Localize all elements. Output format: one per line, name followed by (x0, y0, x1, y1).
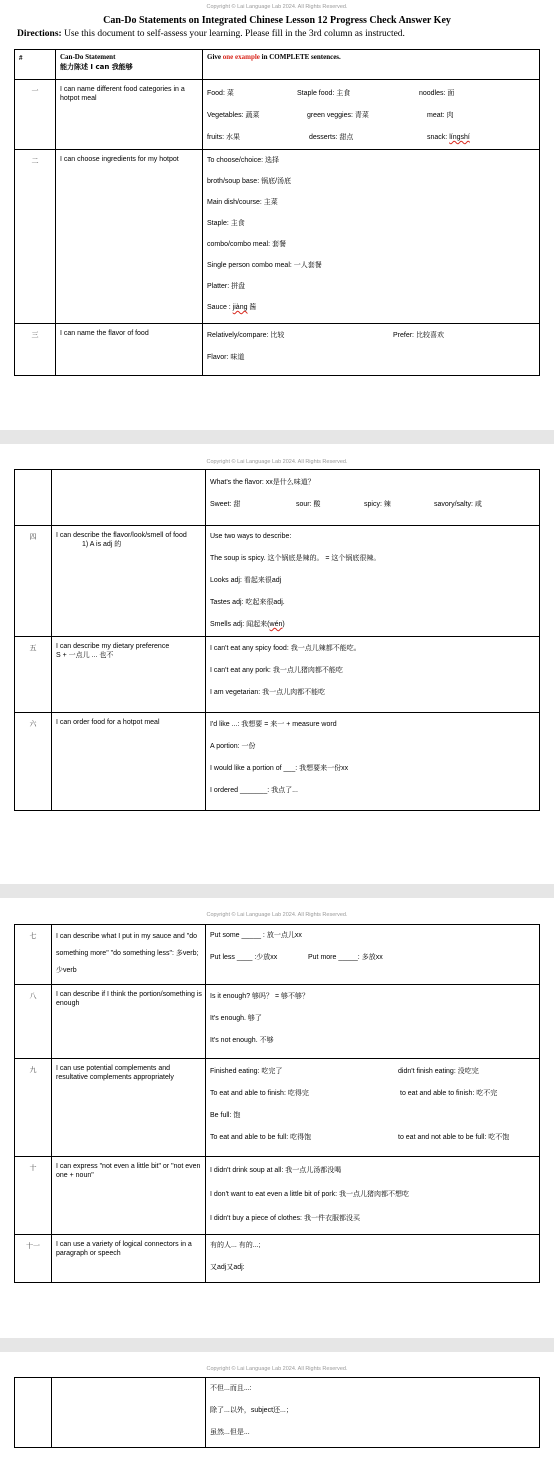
answer-text: 不但...而且...: (210, 1385, 252, 1392)
can-do-statement: I can express "not even a little bit" or "not even one + noun" (52, 1157, 206, 1235)
directions-label: Directions: (17, 29, 62, 39)
table-row (15, 1378, 540, 1448)
page-gap (0, 1338, 554, 1352)
table-row (15, 1157, 540, 1235)
answer-text: Staple: 主食 (207, 220, 245, 227)
row-number: 二 (15, 150, 56, 324)
answer-cell (206, 1235, 540, 1283)
answer-text: Relatively/compare: 比较 (207, 332, 285, 339)
answer-text: It's not enough. 不够 (210, 1037, 274, 1044)
answer-cell (206, 526, 540, 637)
answer-text: to eat and able to finish: 吃不完 (400, 1090, 498, 1097)
can-do-table-page-3 (14, 924, 540, 1283)
directions (17, 29, 405, 39)
answer-text: To choose/choice: 选择 (207, 157, 279, 164)
row-number: 十 (15, 1157, 52, 1235)
answer-text: I can't eat any spicy food: 我一点儿辣都不能吃。 (210, 645, 361, 652)
header-answer-a: Give (207, 53, 223, 61)
row-number: 一 (15, 80, 56, 150)
table-row (15, 637, 540, 713)
answer-text: 又adj又adj: (210, 1264, 245, 1271)
answer-cell (206, 1157, 540, 1235)
answer-text: 酱 (247, 304, 257, 311)
answer-cell (206, 637, 540, 713)
directions-text: Use this document to self-assess your learning. Please fill in the 3rd column as instructed. (61, 29, 405, 39)
copyright-notice: Copyright © Lai Language Lab 2024. All Rights Reserved. (206, 459, 348, 465)
answer-text: I don't want to eat even a little bit of pork: 我一点儿猪肉都不想吃 (210, 1191, 409, 1198)
copyright-notice: Copyright © Lai Language Lab 2024. All Rights Reserved. (206, 1366, 348, 1372)
row-number: 九 (15, 1059, 52, 1157)
page-gap (0, 430, 554, 444)
answer-text: to eat and not able to be full: 吃不饱 (398, 1134, 510, 1141)
row-number: 四 (15, 526, 52, 637)
answer-cell (206, 1059, 540, 1157)
can-do-statement: I can name different food categories in a hotpot meal (56, 80, 203, 150)
answer-text: snack: (427, 134, 450, 141)
answer-text: The soup is spicy. 这个锅底是辣的。 = 这个锅底很辣。 (210, 555, 381, 562)
answer-text: Sauce : (207, 304, 233, 311)
row-number: 十一 (15, 1235, 52, 1283)
can-do-statement: I can use potential complements and resultative complements appropriately (52, 1059, 206, 1157)
can-do-statement: I can order food for a hotpot meal (52, 713, 206, 811)
page-4 (0, 1352, 554, 1462)
answer-cell (206, 1378, 540, 1448)
table-row (15, 150, 540, 324)
answer-text: ) (282, 621, 285, 628)
table-row (15, 526, 540, 637)
table-row (15, 1235, 540, 1283)
can-do-statement: I can describe the flavor/look/smell of food (56, 532, 187, 539)
can-do-statement: I can describe what I put in my sauce and "do something more" "do something less": 多verb; 少verb (52, 925, 206, 985)
table-row (15, 470, 540, 526)
spellcheck-word: língshí (449, 134, 470, 141)
answer-text: Single person combo meal: 一人套餐 (207, 262, 322, 269)
answer-text: Main dish/course: 主菜 (207, 199, 278, 206)
answer-text: What's the flavor: xx是什么味道？ (210, 479, 315, 486)
answer-cell (206, 985, 540, 1059)
answer-text: Sweet: 甜 (210, 501, 241, 508)
answer-cell (206, 925, 540, 985)
answer-text: Put some _____ : 放一点儿xx (210, 932, 302, 939)
can-do-table-page-2 (14, 469, 540, 811)
page-2 (0, 444, 554, 884)
can-do-table-page-4 (14, 1377, 540, 1448)
answer-text: Put less ____ :少放xx (210, 954, 278, 961)
answer-text: I ordered _______: 我点了... (210, 787, 298, 794)
answer-text: meat: 肉 (427, 112, 454, 119)
answer-cell (203, 80, 540, 150)
spellcheck-word: jiàng (232, 304, 248, 311)
answer-text: 有的人... 有的...; (210, 1242, 261, 1249)
answer-text: It's enough. 够了 (210, 1015, 262, 1022)
answer-text: Looks adj: 看起来很adj (210, 577, 282, 584)
document-title: Can-Do Statements on Integrated Chinese Lesson 12 Progress Check Answer Key (103, 15, 451, 26)
page-gap (0, 884, 554, 898)
row-number: 三 (15, 324, 56, 376)
spellcheck-word: wén (269, 621, 283, 628)
answer-text: Staple food: 主食 (297, 90, 351, 97)
answer-text: noodles: 面 (419, 90, 455, 97)
answer-text: broth/soup base: 锅底/汤底 (207, 178, 292, 185)
answer-text: combo/combo meal: 套餐 (207, 241, 286, 248)
answer-cell (206, 713, 540, 811)
header-answer-c: in COMPLETE sentences. (259, 53, 341, 61)
answer-text: Vegetables: 蔬菜 (207, 112, 260, 119)
table-row (15, 1059, 540, 1157)
answer-text: Prefer: 比较喜欢 (393, 332, 444, 339)
answer-text: Put more _____: 多放xx (308, 954, 383, 961)
header-statement-zh: 能力陈述 I can 我能够 (60, 62, 133, 71)
answer-text: 除了...以外，subject还...； (210, 1407, 293, 1414)
answer-text: I'd like ...: 我想要 = 来一 + measure word (210, 721, 337, 728)
answer-text: savory/salty: 咸 (434, 501, 482, 508)
row-number: 七 (15, 925, 52, 985)
answer-cell (206, 470, 540, 526)
answer-text: Tastes adj: 吃起来很adj. (210, 599, 285, 606)
answer-text: A portion: 一份 (210, 743, 256, 750)
answer-text: I can't eat any pork: 我一点儿猪肉都不能吃 (210, 667, 343, 674)
row-number: 八 (15, 985, 52, 1059)
header-answer-highlight: one example (222, 53, 260, 61)
answer-text: Finished eating: 吃完了 (210, 1068, 283, 1075)
row-number: 六 (15, 713, 52, 811)
can-do-statement: I can use a variety of logical connectors in a paragraph or speech (52, 1235, 206, 1283)
table-row (15, 713, 540, 811)
header-num: # (15, 50, 56, 80)
copyright-notice: Copyright © Lai Language Lab 2024. All Rights Reserved. (206, 4, 348, 10)
answer-text: Food: 菜 (207, 90, 234, 97)
answer-text: 虽然...但是... (210, 1429, 250, 1436)
can-do-statement: I can describe if I think the portion/something is enough (52, 985, 206, 1059)
statement-example: 1) A is adj 的 (82, 540, 122, 548)
answer-text: To eat and able to finish: 吃得完 (210, 1090, 309, 1097)
statement-example: S + 一点儿 ... 也不 (56, 651, 114, 659)
answer-text: To eat and able to be full: 吃得饱 (210, 1134, 312, 1141)
copyright-notice: Copyright © Lai Language Lab 2024. All Rights Reserved. (206, 912, 348, 918)
answer-text: sour: 酸 (296, 501, 321, 508)
answer-text: Flavor: 味道 (207, 354, 245, 361)
answer-text: Use two ways to describe: (210, 533, 292, 540)
answer-text: Is it enough? 够吗？ = 够不够？ (210, 993, 310, 1000)
answer-text: Platter: 拼盘 (207, 283, 246, 290)
answer-text: I didn't buy a piece of clothes: 我一件衣服都没买 (210, 1215, 360, 1222)
table-row (15, 80, 540, 150)
can-do-statement: I can choose ingredients for my hotpot (56, 150, 203, 324)
answer-text: I would like a portion of ___: 我想要来一份xx (210, 765, 349, 772)
answer-text: I didn't drink soup at all: 我一点儿汤都没喝 (210, 1167, 342, 1174)
page-3 (0, 898, 554, 1338)
can-do-table-page-1 (14, 49, 540, 376)
table-row (15, 925, 540, 985)
table-header (15, 50, 540, 80)
answer-text: fruits: 水果 (207, 134, 241, 141)
answer-text: Smells adj: 闻起来( (210, 621, 270, 628)
table-row (15, 985, 540, 1059)
can-do-statement: I can name the flavor of food (56, 324, 203, 376)
answer-cell (203, 150, 540, 324)
page-1 (0, 0, 554, 430)
answer-text: I am vegetarian: 我一点儿肉都不能吃 (210, 689, 326, 696)
table-row (15, 324, 540, 376)
header-statement: Can-Do Statement (60, 53, 116, 61)
answer-text: desserts: 甜点 (309, 134, 354, 141)
can-do-statement: I can describe my dietary preference (56, 643, 170, 650)
answer-text: spicy: 辣 (364, 501, 391, 508)
answer-text: didn't finish eating: 没吃完 (398, 1068, 479, 1075)
answer-cell (203, 324, 540, 376)
row-number: 五 (15, 637, 52, 713)
answer-text: Be full: 饱 (210, 1112, 241, 1119)
answer-text: green veggies: 青菜 (307, 112, 369, 119)
